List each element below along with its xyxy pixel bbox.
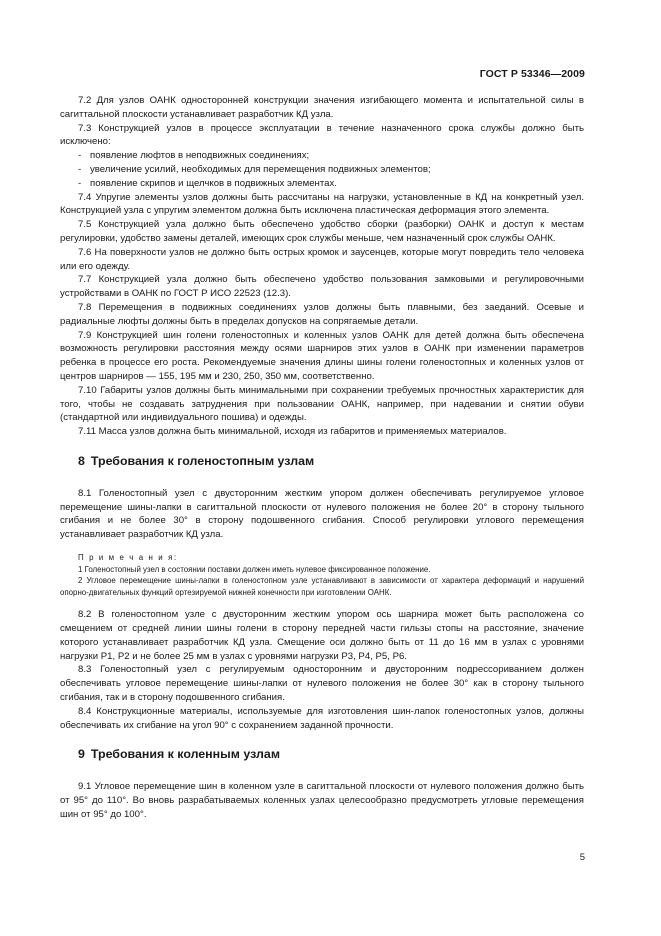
section-8-title: Требования к голеностопным узлам: [90, 453, 315, 468]
clause-8-1: 8.1 Голеностопный узел с двусторонним жестким упором должен обеспечивать регулируемое угловое перемещение шины-лапки в сагиттальной плоскости от нулевого положения не более 20° в сторону тыльного сгибания и не более 30° в сторону подошвенного сгибания. Способ регулировки углового перемещения устанавливает разработчик КД узла.: [60, 487, 584, 541]
clause-9-1: 9.1 Угловое перемещение шин в коленном узле в сагиттальной плоскости от нулевого положения должно быть от 95° до 110°. Во вновь разрабатываемых коленных узлах целесообразно предусмотреть угловые перемещения шин от 95° до 100°.: [60, 781, 584, 820]
notes-title: П р и м е ч а н и я:: [78, 552, 178, 562]
clause-8-4: 8.4 Конструкционные материалы, используемые для изготовления шин-лапок голеностопных узлов, должны обеспечивать их сгибание на угол 90° с сохранением заданной прочности.: [60, 705, 584, 731]
section-8-heading: [78, 455, 584, 469]
section-9-title: Требования к коленным узлам: [90, 747, 280, 762]
clause-7-5: 7.5 Конструкцией узла должно быть обеспечено удобство сборки (разборки) ОАНК и доступ к местам регулировки, удобство замены деталей, имеющих срок службы меньше, чем назначенный срок службы ОАНК.: [60, 219, 584, 244]
clause-7-9: 7.9 Конструкцией шин голени голеностопных и коленных узлов ОАНК для детей должна быть обеспечена возможность регулировки расстояния между осями шарниров этих узлов в ОАНК при изменении параметров ребенка в процессе его роста. Рекомендуемые значения длины шины голени голеностопных и коленных узлов от центров шарниров — 155, 195 мм и 230, 250, 350 мм, соответственно.: [60, 329, 584, 382]
section-8-number: 8: [78, 453, 85, 468]
clause-8-3: 8.3 Голеностопный узел с регулируемым односторонним и двусторонним подрессориванием должен обеспечивать угловое перемещение шины-лапки от нулевого положения не более 30° как в сторону тыльного сгибания, так и в сторону подошвенного сгибания.: [60, 664, 584, 704]
section-9-heading: [78, 748, 584, 762]
note-1: 1 Голеностопный узел в состоянии поставки должен иметь нулевое фиксированное положение.: [78, 564, 431, 574]
clause-7-7: 7.7 Конструкцией узла должно быть обеспечено удобство пользования замковыми и регулировочными устройствами в ОАНК по ГОСТ Р ИСО 22523 (12.3).: [60, 274, 584, 300]
notes-block: [60, 552, 584, 598]
clause-7-6: 7.6 На поверхности узлов не должно быть острых кромок и заусенцев, которые могут повредить тело человека или его одежду.: [60, 246, 584, 272]
clause-7-10: 7.10 Габариты узлов должны быть минимальными при сохранении требуемых прочностных характеристик для того, чтобы не создавать затруднения при пользовании ОАНК, например, при надевании и снятии обуви (стандартной или индивидуального пошива) и одежды.: [60, 384, 584, 424]
clause-7-11: 7.11 Масса узлов должна быть минимальной, исходя из габаритов и применяемых материалов.: [78, 426, 507, 438]
list-item: - появление скрипов и щелчков в подвижных элементах.: [78, 177, 337, 189]
page-number: 5: [579, 852, 585, 863]
clause-7-8: 7.8 Перемещения в подвижных соединениях узлов должны быть плавными, без заеданий. Осевые и радиальные люфты должны быть в пределах допусков на сопрягаемые детали.: [60, 301, 584, 327]
standard-header: ГОСТ Р 53346—2009: [479, 68, 585, 80]
list-item: - увеличение усилий, необходимых для перемещения подвижных элементов;: [78, 163, 431, 175]
document-body: [60, 94, 584, 822]
clause-7-4: 7.4 Упругие элементы узлов должны быть рассчитаны на нагрузки, установленные в КД на конкретный узел. Конструкцией узла с упругим элементом должна быть исключена пластическая деформация этого элемента.: [60, 191, 584, 217]
clause-8-2: 8.2 В голеностопном узле с двусторонним жестким упором ось шарнира может быть расположена со смещением от средней линии шины голени в сторону передней части гильзы стопы на расстояние, значение которого устанавливает разработчик КД узла. Смещение оси должно быть от 11 до 16 мм в узлах с уровнями нагрузки Р1, Р2 и не более 25 мм в узлах с уровнями нагрузки Р3, Р4, Р5, Р6.: [60, 609, 584, 662]
section-9-number: 9: [78, 747, 85, 762]
list-item: - появление люфтов в неподвижных соединениях;: [78, 150, 310, 162]
clause-7-3: 7.3 Конструкцией узлов в процессе эксплуатации в течение назначенного срока службы должно быть исключено:: [60, 122, 584, 148]
note-2: 2 Угловое перемещение шины-лапки в голеностопном узле устанавливают в зависимости от характера деформаций и нарушений опорно-двигательных функций ортезируемой нижней конечности при изготовлении ОАНК.: [60, 576, 584, 597]
clause-7-2: 7.2 Для узлов ОАНК односторонней конструкции значения изгибающего момента и испытательной силы в сагиттальной плоскости устанавливает разработчик КД узла.: [60, 95, 584, 120]
